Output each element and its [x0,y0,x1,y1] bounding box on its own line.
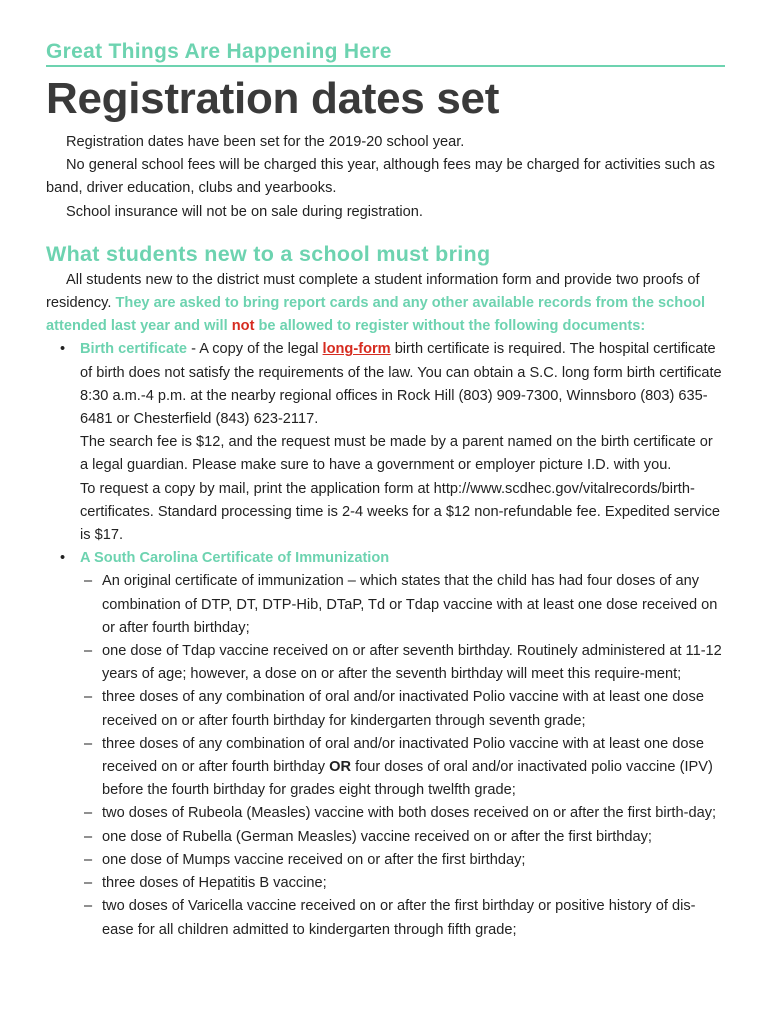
list-item [80,686,724,732]
or-emphasis: OR [329,759,352,776]
requirement-text: two doses of Varicella vaccine received on or after the first birthday or positive history of dis-ease for all children admitted to kindergarten through fifth grade; [102,898,696,938]
intro-paragraph-3: School insurance will not be on sale during registration. [66,203,423,220]
list-item [80,849,724,872]
intro-paragraph-1: Registration dates have been set for the 2019-20 school year. [66,134,465,150]
immunization-requirements-list [80,570,724,941]
lead-plain-text: All students new to the district must complete a student information form and provide two proofs of residency. [46,271,700,312]
intro-paragraph-2: No general school fees will be charged this year, although fees may be charged for activities such as band, driver education, clubs and yearbooks. [46,157,715,197]
bullet-icon: • [60,341,66,358]
list-item [80,733,724,803]
dash-icon: – [84,689,93,706]
dash-icon: – [84,898,93,915]
list-item [80,872,724,895]
dash-icon: – [84,573,93,590]
requirement-text-a: three doses of any combination of oral and/or inactivated Polio vaccine with at least one dose received on or after fourth birthday [102,735,704,776]
bullet-icon: • [60,550,66,567]
dash-icon: – [84,735,93,752]
requirement-text: three doses of any combination of oral and/or inactivated Polio vaccine with at least one dose received on or after fourth birthday for kindergarten through seventh grade; [102,689,704,729]
section-heading: What students new to a school must bring [46,241,491,266]
birth-certificate-text [80,338,724,431]
lead-not-emphasis: not [231,318,255,335]
dash-icon: – [84,643,93,660]
page-title: Registration dates set [46,74,500,123]
list-item [80,826,724,849]
dash-icon: – [84,851,93,868]
dash-icon: – [84,805,93,822]
list-item-birth-certificate [46,338,724,547]
list-item [80,802,724,825]
dash-icon: – [84,828,93,845]
long-form-emphasis: long-form [322,341,391,358]
immunization-title: A South Carolina Certificate of Immunization [80,550,390,567]
birth-mail-text: To request a copy by mail, print the application form at http://www.scdhec.gov/vitalrecords/birth-certificates. Standard processing time is 2-4 weeks for a $12 non-refundable fee. Expedited service is $17. [80,480,721,544]
list-item-immunization [46,547,724,941]
requirement-text-b: four doses of oral and/or inactivated polio vaccine (IPV) before the fourth birthday for grades eight through twelfth grade; [102,759,713,799]
requirement-text: two doses of Rubeola (Measles) vaccine with both doses received on or after the first birth-day; [102,805,717,822]
birth-certificate-title: Birth certificate [80,341,188,358]
section-lead-paragraph [46,269,724,339]
required-documents-list [46,338,724,941]
lead-highlight-text-end: be allowed to register without the following documents: [254,318,646,335]
requirement-text: one dose of Mumps vaccine received on or after the first birthday; [102,851,526,868]
lead-highlight-text: They are asked to bring report cards and any other available records from the school attended last year and will [46,295,706,335]
dash-icon: – [84,875,93,892]
requirement-text: An original certificate of immunization – which states that the child has had four doses of any combination of DTP, DT, DTP-Hib, DTaP, Td or Tdap vaccine with at least one dose received on or after fourth birthday; [102,573,718,636]
section-banner: Great Things Are Happening Here [46,40,725,67]
list-item [80,570,724,640]
requirement-text: one dose of Rubella (German Measles) vaccine received on or after the first birthday; [102,828,652,845]
birth-fee-text: The search fee is $12, and the request must be made by a parent named on the birth certificate or a legal guardian. Please make sure to have a government or employer picture I.D. with you. [80,434,713,474]
birth-text-a: - A copy of the legal [187,341,323,358]
list-item [80,895,724,941]
requirement-text: one dose of Tdap vaccine received on or after seventh birthday. Routinely administered at 11-12 years of age; however, a dose on or after the seventh birthday will meet this require-ment; [102,643,722,683]
birth-text-b: birth certificate is required. The hospital certificate of birth does not satisfy the requirements of the law. You can obtain a S.C. long form birth certificate 8:30 a.m.-4 p.m. at the nearby regional offices in Rock Hill (803) 909-7300, Winnsboro (803) 635-6481 or Chesterfield (843) 623-2117. [80,341,722,428]
requirement-text: three doses of Hepatitis B vaccine; [102,875,327,892]
list-item [80,640,724,686]
